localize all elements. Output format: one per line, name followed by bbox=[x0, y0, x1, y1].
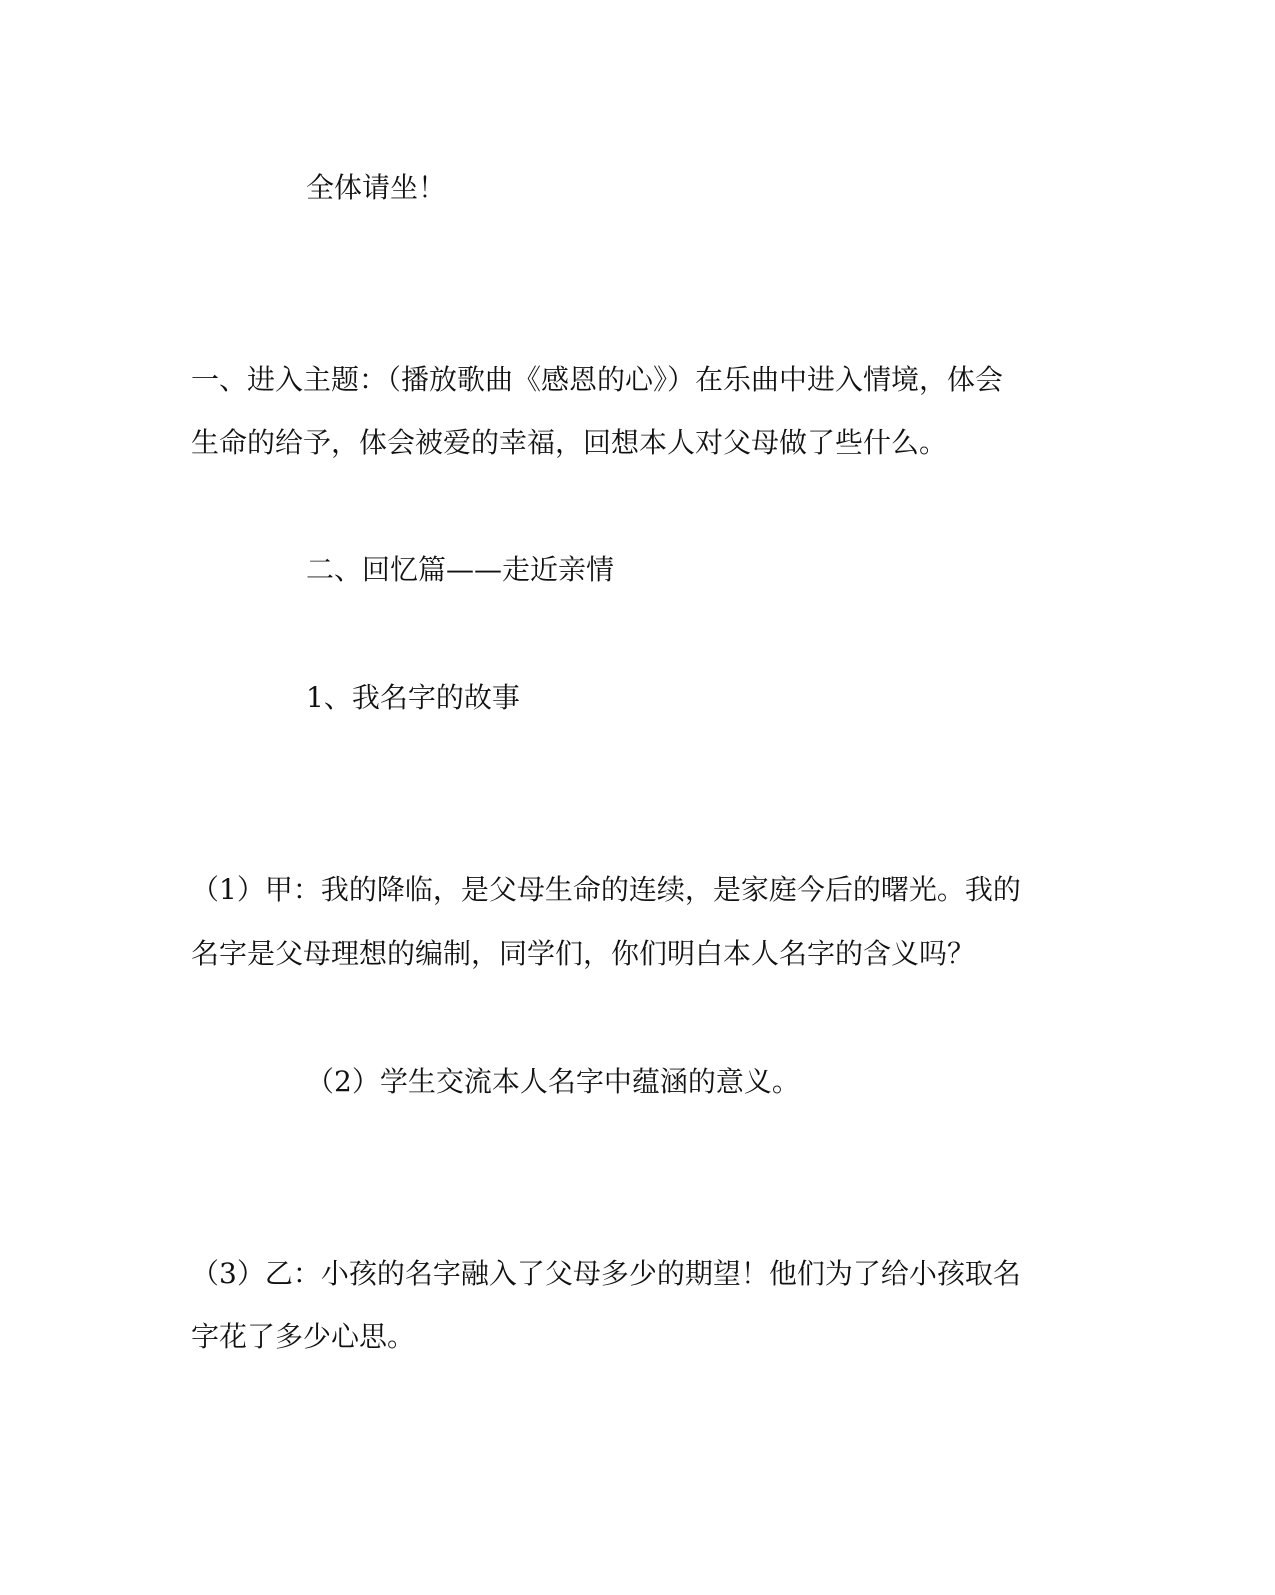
greeting-line: 全体请坐！ bbox=[306, 171, 447, 204]
subsection-heading: 1、我名字的故事 bbox=[306, 681, 520, 714]
item-2-line: （2）学生交流本人名字中蕴涵的意义。 bbox=[306, 1065, 800, 1098]
item-1-line-1: （1）甲：我的降临，是父母生命的连续，是家庭今后的曙光。我的 bbox=[191, 873, 1021, 906]
item-3-line-2: 字花了多少心思。 bbox=[191, 1320, 416, 1353]
section-one-line-1: 一、进入主题：（播放歌曲《感恩的心》）在乐曲中进入情境，体会 bbox=[191, 363, 1004, 396]
item-3-line-1: （3）乙：小孩的名字融入了父母多少的期望！他们为了给小孩取名 bbox=[191, 1257, 1021, 1290]
item-1-line-2: 名字是父母理想的编制，同学们，你们明白本人名字的含义吗？ bbox=[191, 937, 976, 970]
section-one-line-2: 生命的给予，体会被爱的幸福，回想本人对父母做了些什么。 bbox=[191, 426, 948, 459]
section-two-heading: 二、回忆篇——走近亲情 bbox=[306, 553, 615, 586]
